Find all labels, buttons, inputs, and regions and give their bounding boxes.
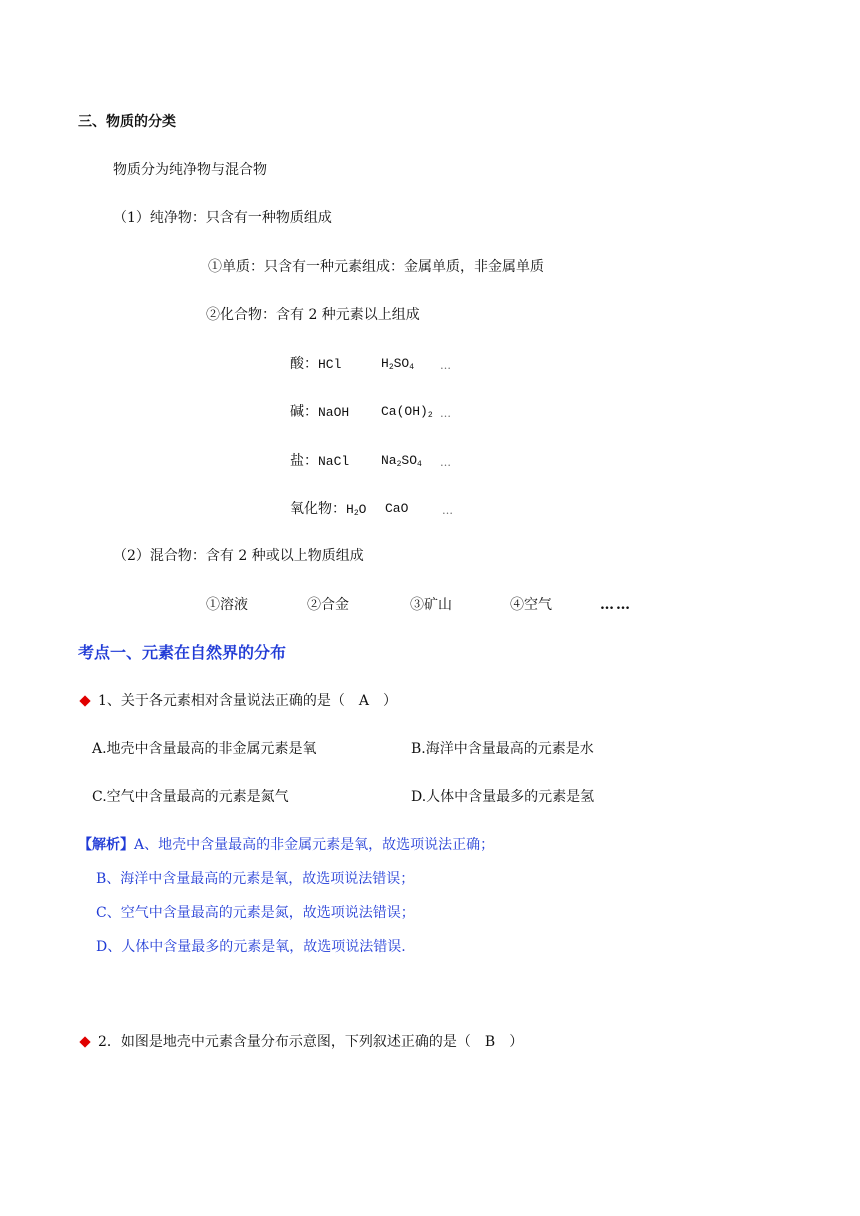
salt-label: 盐： xyxy=(290,453,318,469)
question-2-stem: 2．如图是地壳中元素含量分布示意图，下列叙述正确的是（ B ） xyxy=(98,1034,524,1050)
base-ellipsis: … xyxy=(440,407,451,420)
acid-formula-1: HCl xyxy=(318,357,342,372)
base-formula-1: NaOH xyxy=(318,405,350,420)
section-title: 三、物质的分类 xyxy=(78,114,176,130)
salt-formula-2: $Na_2SO_4$ xyxy=(381,453,422,469)
mixture-ellipsis: …… xyxy=(600,597,632,613)
oxide-formula-2: CaO xyxy=(385,501,409,516)
question-diamond-icon xyxy=(79,695,90,706)
mixture-label: （2）混合物：含有 2 种或以上物质组成 xyxy=(113,548,364,564)
oxide-row xyxy=(290,499,366,524)
base-row xyxy=(290,402,349,423)
salt-row xyxy=(290,451,349,472)
element-definition: ①单质：只含有一种元素组成：金属单质，非金属单质 xyxy=(208,259,544,275)
option-c: C.空气中含量最高的元素是氮气 xyxy=(92,789,289,805)
acid-row xyxy=(290,354,341,375)
option-a: A.地壳中含量最高的非金属元素是氧 xyxy=(92,741,317,757)
salt-ellipsis: … xyxy=(440,456,451,469)
base-formula-2: $Ca(OH)_2$ xyxy=(381,404,433,420)
acid-ellipsis: … xyxy=(440,359,451,372)
option-b: B.海洋中含量最高的元素是水 xyxy=(411,741,594,757)
option-d: D.人体中含量最多的元素是氢 xyxy=(411,789,595,805)
question-1-stem: 1、关于各元素相对含量说法正确的是（ A ） xyxy=(98,693,398,709)
question-diamond-icon xyxy=(79,1036,90,1047)
base-label: 碱： xyxy=(290,404,318,420)
analysis-line-3: C、空气中含量最高的元素是氮，故选项说法错误； xyxy=(96,905,415,921)
salt-formula-1: NaCl xyxy=(318,454,350,469)
oxide-label: 氧化物： xyxy=(290,501,346,517)
acid-label: 酸： xyxy=(290,356,318,372)
oxide-ellipsis: … xyxy=(442,504,453,517)
compound-definition: ②化合物：含有 2 种元素以上组成 xyxy=(206,307,420,323)
analysis-line-2: B、海洋中含量最高的元素是氧，故选项说法错误； xyxy=(96,871,415,887)
mixture-item-alloy: ②合金 xyxy=(307,597,349,613)
mixture-item-solution: ①溶液 xyxy=(206,597,248,613)
pure-substance-label: （1）纯净物：只含有一种物质组成 xyxy=(113,210,332,226)
mixture-item-mine: ③矿山 xyxy=(410,597,452,613)
oxide-formula-1: $H_2O$ xyxy=(346,502,367,518)
acid-formula-2: $H_2SO_4$ xyxy=(381,356,415,372)
analysis-line-4: D、人体中含量最多的元素是氧，故选项说法错误. xyxy=(96,939,406,955)
section-intro: 物质分为纯净物与混合物 xyxy=(113,162,267,178)
mixture-item-air: ④空气 xyxy=(510,597,552,613)
analysis-line-1: 【解析】A、地壳中含量最高的非金属元素是氧，故选项说法正确； xyxy=(78,837,495,853)
analysis-tag: 【解析】 xyxy=(78,837,134,853)
topic-heading: 考点一、元素在自然界的分布 xyxy=(78,643,287,662)
